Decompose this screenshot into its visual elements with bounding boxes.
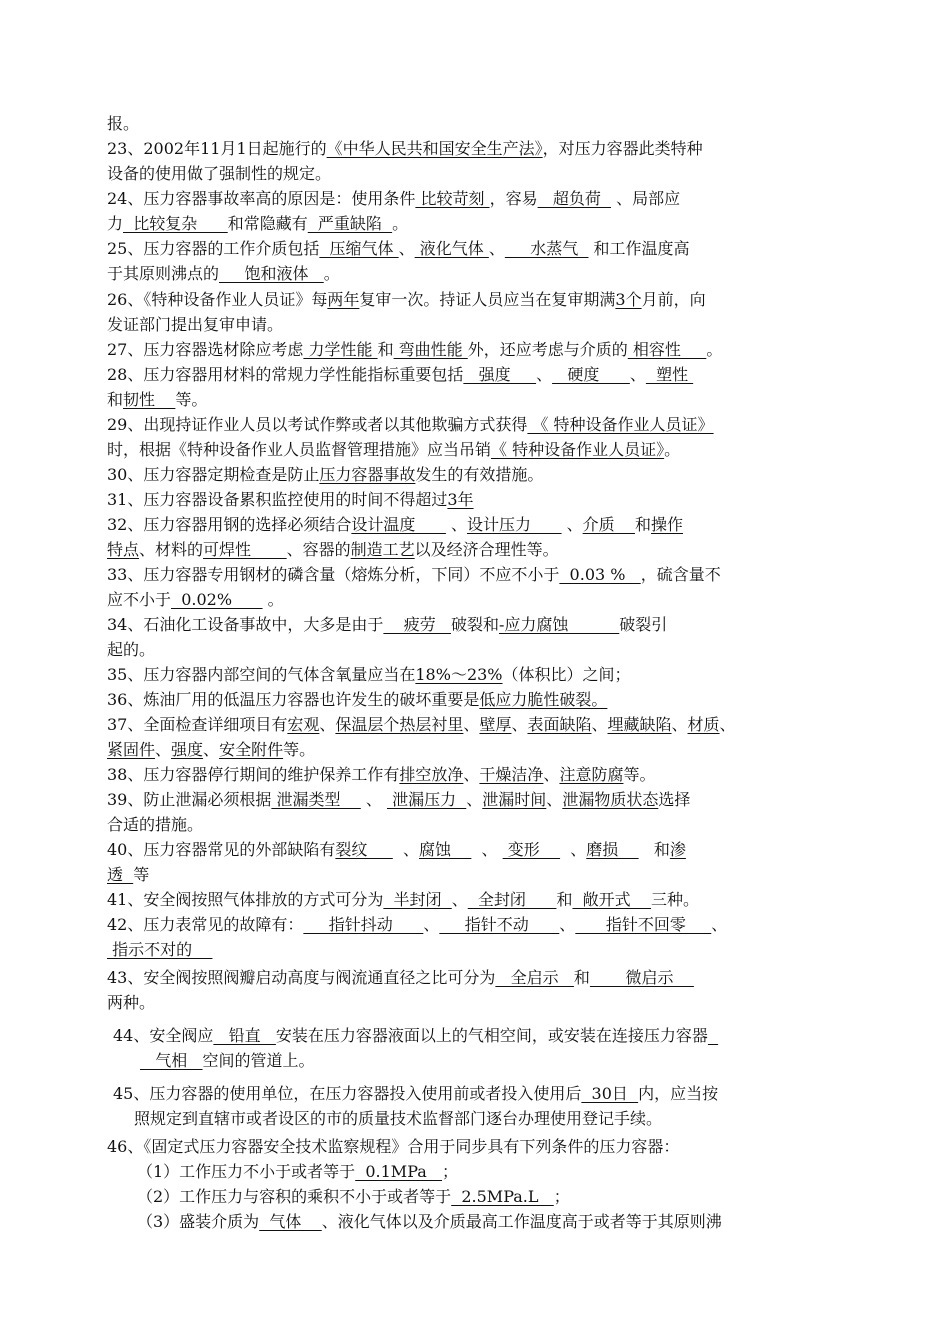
text-segment: 时，根据《特种设备作业人员监督管理措施》应当吊销 [107,440,492,459]
text-segment: ； [442,1162,459,1181]
text-segment: 24、压力容器事故率高的原因是：使用条件 [107,189,416,208]
text-segment: 安装在压力容器液面以上的气相空间，或安装在连接压力容器 [275,1026,708,1045]
underlined-answer: 《 特种设备作业人员证》 [527,415,714,434]
text-line [107,138,852,160]
underlined-answer: 紧固件 [107,740,156,759]
underlined-answer: 埋藏缺陷 [607,715,672,734]
text-segment: 。 [706,340,723,359]
text-segment: 、 [488,239,505,258]
text-segment: 破裂引 [619,615,668,634]
text-line [107,213,852,235]
text-segment: 和 [634,515,651,534]
text-segment: 46、《固定式压力容器安全技术监察规程》合用于同步具有下列条件的压力容器： [107,1137,680,1156]
text-segment: 三种。 [651,890,700,909]
underlined-answer: 排空放净 [399,765,464,784]
underlined-answer: 0.02% [171,590,263,609]
text-segment: （体积比）之间； [502,665,631,684]
text-segment: 28、压力容器用材料的常规力学性能指标重要包括 [107,365,464,384]
underlined-answer: 气体 [259,1212,322,1231]
underlined-answer: 《中华人民共和国安全生产法》 [326,139,543,158]
text-line [107,714,852,736]
underlined-answer: 泄漏物质状态 [562,790,659,809]
underlined-answer: 特点 [107,540,140,559]
text-segment: 、液化气体以及介质最高工作温度高于或者等于其原则沸 [321,1212,722,1231]
text-segment: 、 [561,515,583,534]
text-segment: 内，应当按 [638,1084,719,1103]
text-line [107,389,852,411]
underlined-answer: 30日 [581,1084,639,1103]
text-segment: 39、防止泄漏必须根据 [107,790,272,809]
text-segment: ； [553,1187,570,1206]
text-segment: 27、压力容器选材除应考虑 [107,340,304,359]
text-segment: 、 [671,715,688,734]
text-segment: 29、出现持证作业人员以考试作弊或者以其他欺骗方式获得 [107,415,528,434]
text-segment: 复审一次。持证人员应当在复审期满 [359,290,616,309]
underlined-answer: 压力容器事故 [319,465,416,484]
text-segment: 和 [377,340,394,359]
text-segment: 破裂和 [450,615,499,634]
underlined-answer: 强度 [171,740,204,759]
text-segment: 。 [392,214,409,233]
underlined-answer: 饱和液体 [219,264,324,283]
underlined-answer: 半封闭 [383,890,452,909]
underlined-answer: 泄漏类型 [271,790,361,809]
text-line [107,188,852,210]
text-line [107,864,852,886]
text-segment: 、 [560,840,587,859]
underlined-answer: 比较苛刻 [415,189,490,208]
underlined-answer [708,1026,718,1045]
text-segment: 、 [445,515,467,534]
underlined-answer: 腐蚀 [419,840,472,859]
text-segment: 44、安全阀应 [113,1026,214,1045]
text-segment: ，容易 [489,189,538,208]
text-line [107,514,852,536]
text-line [107,814,852,836]
underlined-answer: 制造工艺 [350,540,415,559]
underlined-answer: 比较复杂 [123,214,228,233]
text-segment: 38、压力容器停行期间的维护保养工作有 [107,765,400,784]
text-line [107,992,852,1014]
text-segment: 起的。 [107,640,156,659]
text-segment: 设备的使用做了强制性的规定。 [107,164,332,183]
text-line [107,939,852,961]
text-line [107,967,852,989]
underlined-answer: 0.03 % [559,565,641,584]
text-segment: 26、《特种设备作业人员证》每 [107,290,328,309]
text-segment: 25、压力容器的工作介质包括 [107,239,320,258]
text-segment: 、 [319,715,336,734]
underlined-answer: -应力腐蚀 [499,615,620,634]
text-line [107,764,852,786]
text-segment: 、 [451,890,468,909]
text-segment: 和 [573,968,590,987]
underlined-answer: 透 [107,865,134,884]
text-segment: 、 [543,765,560,784]
text-line [137,1186,852,1208]
text-line [107,364,852,386]
underlined-answer: 水蒸气 [504,239,589,258]
text-line [113,1025,852,1047]
underlined-answer: 变形 [502,840,561,859]
text-line [107,1136,852,1158]
underlined-answer: 力学性能 [303,340,378,359]
text-segment: （2）工作压力与容积的乘积不小于或者等于 [137,1187,452,1206]
text-segment: 报。 [107,114,140,133]
text-line [107,489,852,511]
underlined-answer: 2.5MPa.L [451,1187,554,1206]
text-segment: 30、压力容器定期检查是防止 [107,465,320,484]
underlined-answer: 强度 [463,365,537,384]
text-segment: 、 [559,915,576,934]
underlined-answer: 气相 [140,1051,203,1070]
underlined-answer: 壁厚 [479,715,512,734]
text-segment: 于其原则沸点的 [107,264,220,283]
text-segment: 、 [511,715,528,734]
text-segment: 以及经济合理性等。 [414,540,559,559]
text-segment: 和工作温度高 [588,239,690,258]
text-segment: 、 [466,790,483,809]
underlined-answer: 保温层个热层衬里 [335,715,464,734]
text-segment: 、 [423,915,440,934]
text-segment: 等。 [623,765,656,784]
text-segment: 32、压力容器用钢的选择必须结合 [107,515,352,534]
text-segment: 、 [360,790,387,809]
underlined-answer: 指针不回零 [575,915,712,934]
text-line [107,564,852,586]
text-segment: 42、压力表常见的故障有： [107,915,304,934]
text-line [107,639,852,661]
underlined-answer: 泄漏压力 [387,790,467,809]
text-segment: 和 [556,890,573,909]
underlined-answer: 相容性 [627,340,707,359]
text-segment: 等 [133,865,150,884]
underlined-answer: 3个 [615,290,642,309]
text-line [107,889,852,911]
text-line [137,1161,852,1183]
text-segment: 、 [471,840,503,859]
text-segment: 、 [463,715,480,734]
underlined-answer: 严重缺陷 [307,214,393,233]
text-line [107,238,852,260]
text-line [140,1050,852,1072]
text-segment: 照规定到直辖市或者设区的市的质量技术监督部门逐台办理使用登记手续。 [134,1109,663,1128]
underlined-answer: 液化气体 [414,239,489,258]
text-segment: （3）盛装介质为 [137,1212,260,1231]
text-line [107,689,852,711]
underlined-answer: 两年 [327,290,360,309]
text-segment: 外，还应考虑与介质的 [467,340,628,359]
underlined-answer: 干燥洁净 [479,765,544,784]
text-segment: 、局部应 [611,189,681,208]
text-segment: 、 [398,239,415,258]
text-segment: 、 [629,365,646,384]
text-line [107,414,852,436]
underlined-answer: 指针抖动 [303,915,424,934]
underlined-answer: 指针不动 [439,915,560,934]
underlined-answer: 渗 [669,840,686,859]
underlined-answer: 低应力脆性破裂。 [479,690,608,709]
underlined-answer: 18%～23% [415,665,503,684]
underlined-answer: 裂纹 [335,840,393,859]
text-line [107,839,852,861]
text-segment: 。 [664,440,681,459]
underlined-answer: 注意防腐 [559,765,624,784]
text-line [107,289,852,311]
text-segment: 两种。 [107,993,156,1012]
text-line [113,1083,837,1105]
text-segment: 40、压力容器常见的外部缺陷有 [107,840,336,859]
underlined-answer: 介质 [582,515,635,534]
text-line [107,664,852,686]
text-segment: 、 [463,765,480,784]
text-segment: 、 [392,840,419,859]
text-segment: 等。 [175,390,208,409]
underlined-answer: 超负荷 [537,189,612,208]
underlined-answer: 微启示 [589,968,694,987]
underlined-answer: 宏观 [287,715,320,734]
underlined-answer: 泄漏时间 [482,790,547,809]
underlined-answer: 设计温度 [351,515,446,534]
underlined-answer: 疲劳 [383,615,451,634]
underlined-answer: 敞开式 [572,890,651,909]
text-segment: 、 [203,740,220,759]
underlined-answer: 0.1MPa [355,1162,443,1181]
text-segment: 空间的管道上。 [202,1051,315,1070]
text-segment: 月前，向 [641,290,706,309]
underlined-answer: 硬度 [552,365,630,384]
underlined-answer: 磨损 [586,840,639,859]
underlined-answer: 全封闭 [467,890,557,909]
text-segment: 、容器的 [286,540,351,559]
text-segment: 、 [591,715,608,734]
underlined-answer: 压缩气体 [319,239,399,258]
underlined-answer: 可焊性 [203,540,287,559]
text-segment: 35、压力容器内部空间的气体含氧量应当在 [107,665,416,684]
text-segment: ，硫含量不 [640,565,721,584]
text-line [107,464,852,486]
text-segment: 。 [323,264,340,283]
text-segment: 、材料的 [139,540,204,559]
text-segment: ，对压力容器此类特种 [542,139,703,158]
text-segment: 选择 [658,790,691,809]
text-line [107,339,852,361]
underlined-answer: 指示不对的 [107,940,213,959]
text-segment: 发证部门提出复审申请。 [107,315,284,334]
text-segment: 37、全面检查详细项目有 [107,715,288,734]
text-segment: 43、安全阀按照阀瓣启动高度与阀流通直径之比可分为 [107,968,496,987]
text-line [107,439,852,461]
text-line [107,113,852,135]
text-segment: 31、压力容器设备累积监控使用的时间不得超过 [107,490,448,509]
text-line [107,739,852,761]
text-segment: 36、炼油厂用的低温压力容器也许发生的破坏重要是 [107,690,480,709]
underlined-answer: 设计压力 [467,515,562,534]
text-segment: 和 [638,840,670,859]
text-segment: 应不小于 [107,590,172,609]
text-segment: 41、安全阀按照气体排放的方式可分为 [107,890,384,909]
text-line [134,1108,825,1130]
text-segment: 34、石油化工设备事故中，大多是由于 [107,615,384,634]
text-line [107,314,852,336]
underlined-answer: 弯曲性能 [393,340,468,359]
text-segment: 、 [536,365,553,384]
text-segment: 和 [107,390,124,409]
text-segment: 、 [719,715,736,734]
underlined-answer: 材质 [687,715,720,734]
text-segment: 、 [155,740,172,759]
underlined-answer: 塑性 [645,365,694,384]
text-segment: 。 [262,590,284,609]
text-segment: 力 [107,214,124,233]
underlined-answer: 《 特种设备作业人员证》 [491,440,665,459]
text-line [107,589,852,611]
underlined-answer: 铅直 [213,1026,276,1045]
text-line [107,914,852,936]
underlined-answer: 操作 [651,515,684,534]
text-line [107,163,852,185]
underlined-answer: 韧性 [123,390,176,409]
text-segment: 等。 [283,740,316,759]
underlined-answer: 安全附件 [219,740,284,759]
text-segment: 发生的有效措施。 [415,465,544,484]
text-line [107,263,852,285]
text-segment: （1）工作压力不小于或者等于 [137,1162,356,1181]
text-segment: 33、压力容器专用钢材的磷含量（熔炼分析，下同）不应不小于 [107,565,560,584]
text-line [137,1211,852,1233]
text-segment: 23、2002年11月1日起施行的 [107,139,327,158]
underlined-answer: 全启示 [495,968,574,987]
text-line [107,539,852,561]
text-segment: 、 [546,790,563,809]
underlined-answer: 表面缺陷 [527,715,592,734]
text-segment: 合适的措施。 [107,815,204,834]
text-segment: 、 [711,915,728,934]
text-segment: 和常隐藏有 [227,214,308,233]
text-line [107,789,852,811]
text-segment: 45、压力容器的使用单位，在压力容器投入使用前或者投入使用后 [113,1084,582,1103]
underlined-answer: 3年 [447,490,474,509]
text-line [107,614,852,636]
